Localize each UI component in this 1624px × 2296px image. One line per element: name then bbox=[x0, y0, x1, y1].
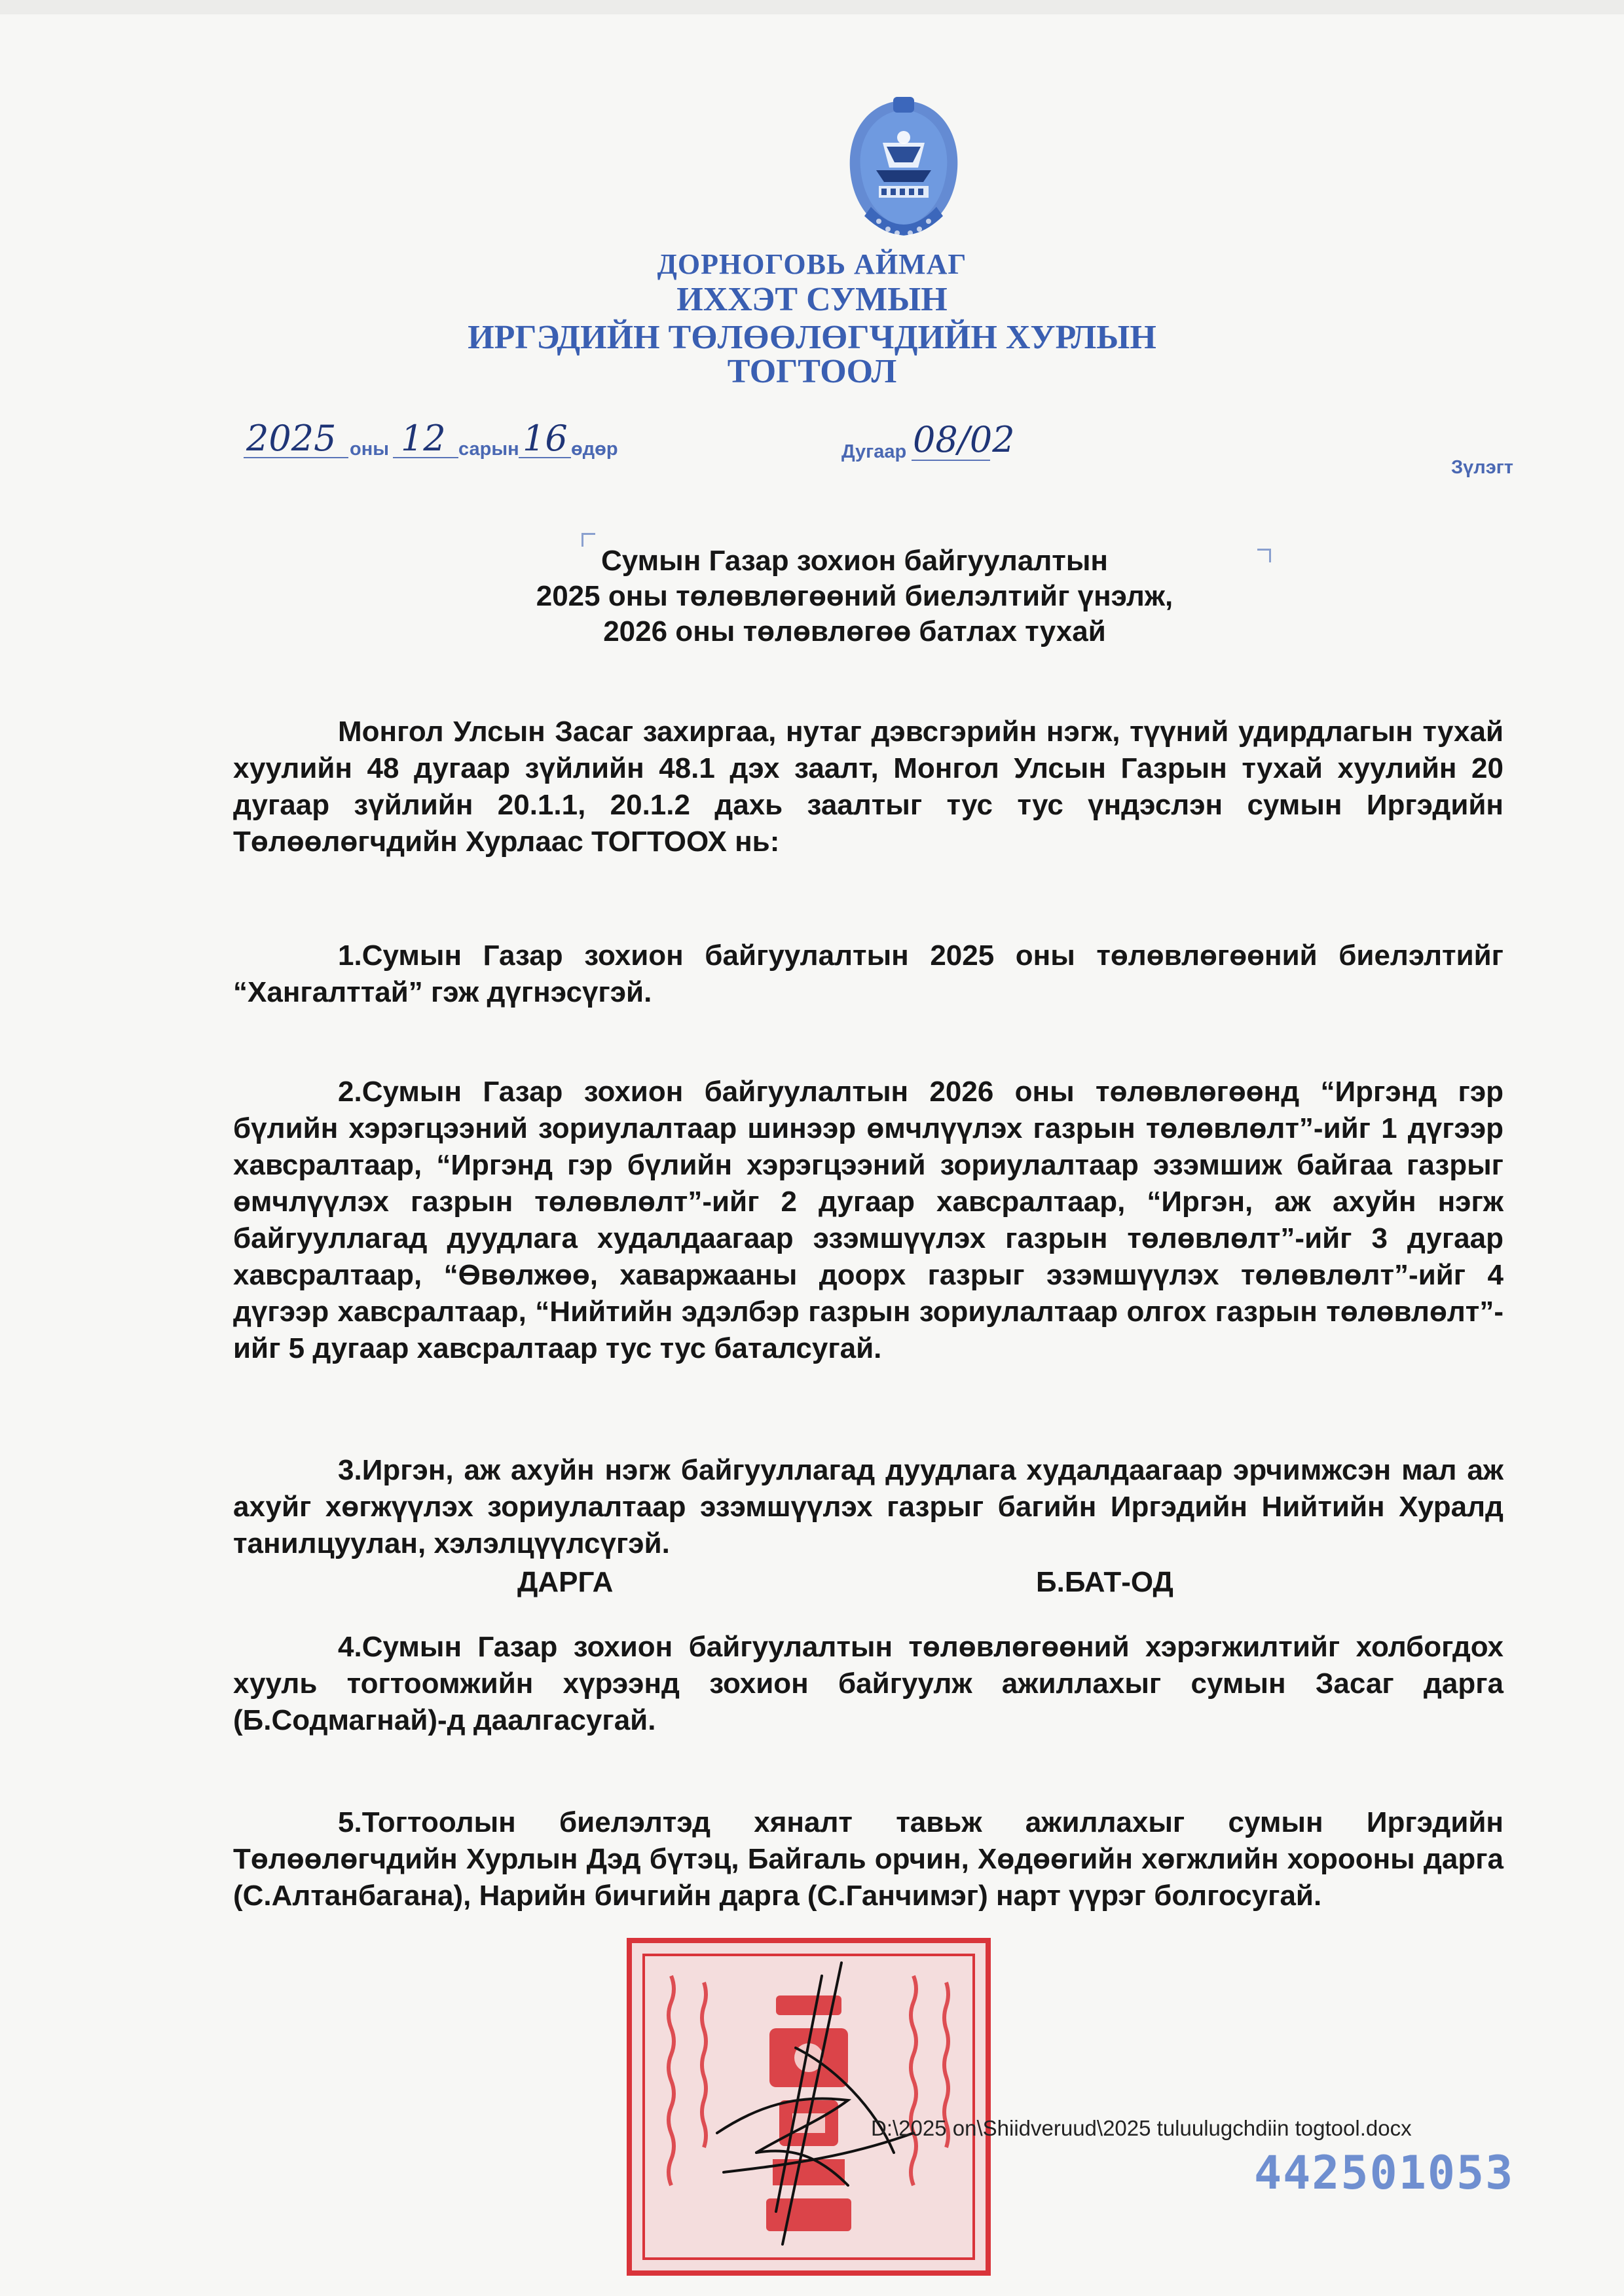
title-line-3: 2026 оны төлөвлөгөө батлах тухай bbox=[603, 615, 1106, 647]
date-month: 12 bbox=[401, 418, 446, 459]
header-council: ИРГЭДИЙН ТӨЛӨӨЛӨГЧДИЙН ХУРЛЫН bbox=[468, 319, 1156, 356]
registration-number: 442501053 bbox=[1254, 2146, 1515, 2200]
date-day: 16 bbox=[523, 418, 568, 459]
preamble: Монгол Улсын Засаг захиргаа, нутаг дэвсгэрийн нэгж, түүний удирдлагын тухай хуулийн 48 дугаар зүйлийн 48.1 дэх заалт, Монгол Улсын Газрын тухай хуулийн 20 дугаар зүйлийн 20.1.1, 20.1.2 дахь заалтыг тус тус үндэслэн сумын Иргэдийн Төлөөлөгчдийн Хурлаас ТОГТООХ нь: bbox=[233, 716, 1504, 858]
title-corner-right bbox=[1257, 549, 1271, 562]
document-type: ТОГТООЛ bbox=[727, 353, 897, 390]
number-label: Дугаар bbox=[841, 441, 907, 462]
file-path: D:\2025 on\Shiidveruud\2025 tuluulugchdiin togtool.docx bbox=[871, 2116, 1412, 2140]
place-name: Зүлэгт bbox=[1451, 457, 1514, 478]
date-year-label: оны bbox=[350, 439, 389, 460]
header-sum: ИХХЭТ СУМЫН bbox=[676, 281, 948, 318]
scan-edge bbox=[0, 0, 1624, 14]
decision-item-3: 3.Иргэн, аж ахуйн нэгж байгууллагад дуудлага худалдаагаар эрчимжсэн мал аж ахуйг хөгжүүлэх зориулалтаар эзэмшүүлэх газрыг багийн Иргэдийн Нийтийн Хуралд танилцуулан, хэлэлцүүлсүгэй. bbox=[233, 1454, 1504, 1559]
date-year: 2025 bbox=[246, 418, 337, 459]
decision-item-5: 5.Тогтоолын биелэлтэд хяналт тавьж ажиллахыг сумын Иргэдийн Төлөөлөгчдийн Хурлын Дэд бүтэц, Байгаль орчин, Хөдөөгийн хөгжлийн хорооны дарга (С.Алтанбагана), Нарийн бичгийн дарга (С.Ганчимэг) нарт үүрэг болгосугай. bbox=[233, 1806, 1504, 1912]
date-day-label: өдөр bbox=[571, 439, 618, 460]
title-line-2: 2025 оны төлөвлөгөөний биелэлтийг үнэлж, bbox=[536, 580, 1173, 612]
decision-item-2: 2.Сумын Газар зохион байгуулалтын 2026 оны төлөвлөгөөнд “Иргэнд гэр бүлийн хэрэгцээний зориулалтаар шинээр өмчлүүлэх газрын төлөвлөлт”-ийг 1 дүгээр хавсралтаар, “Иргэнд гэр бүлийн хэрэгцээний зориулалтаар эзэмшиж байгаа газрыг өмчлүүлэх газрын төлөвлөлт”-ийг 2 дугаар хавсралтаар, “Иргэн, аж ахуйн нэгж байгууллагад дуудлага худалдаагаар эзэмшүүлэх газрын төлөвлөлт”-ийг 3 дугаар хавсралтаар, “Өвөлжөө, хаваржааны доорх газрыг эзэмшүүлэх төлөвлөлт”-ийг 4 дүгээр хавсралтаар, “Нийтийн эдэлбэр газрын зориулалтаар олгох газрын төлөвлөлт”-ийг 5 дугаар хавсралтаар тус тус баталсугай. bbox=[233, 1076, 1504, 1364]
header-aimag: ДОРНОГОВЬ АЙМАГ bbox=[657, 248, 967, 280]
decision-item-4: 4.Сумын Газар зохион байгуулалтын төлөвлөгөөний хэрэгжилтийг холбогдох хууль тогтоомжийн хүрээнд зохион байгуулж ажиллахыг сумын Засаг дарга (Б.Содмагнай)-д даалгасугай. bbox=[233, 1631, 1504, 1736]
date-month-label: сарын bbox=[458, 439, 519, 460]
date-line bbox=[244, 419, 1422, 465]
document-title bbox=[458, 543, 1251, 649]
signatory-role: ДАРГА bbox=[517, 1566, 614, 1598]
title-line-1: Сумын Газар зохион байгуулалтын bbox=[600, 545, 1109, 577]
state-emblem-icon bbox=[845, 97, 963, 250]
decision-item-1: 1.Сумын Газар зохион байгуулалтын 2025 оны төлөвлөгөөний биелэлтийг “Хангалттай” гэж дүгнэсүгэй. bbox=[233, 939, 1504, 1008]
signatory-name: Б.БАТ-ОД bbox=[1036, 1566, 1173, 1598]
number-value: 08/02 bbox=[913, 419, 1015, 460]
red-seal-stamp bbox=[625, 1937, 992, 2277]
